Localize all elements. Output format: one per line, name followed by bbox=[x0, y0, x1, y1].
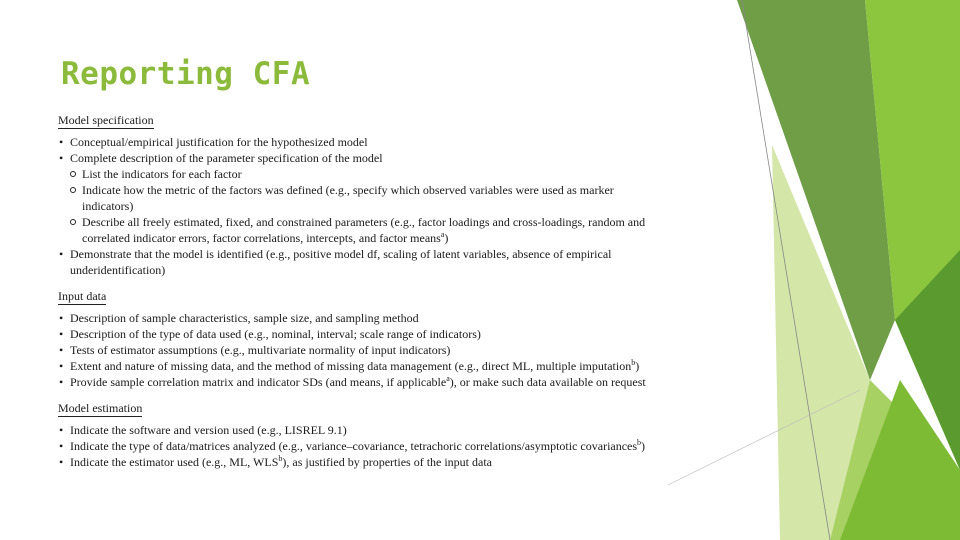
sub-list-item bbox=[58, 214, 658, 246]
reporting-guidelines-content bbox=[58, 112, 658, 480]
list-item bbox=[58, 134, 658, 150]
list-item-text: Indicate the software and version used (e.g., LISREL 9.1) bbox=[70, 423, 347, 437]
slide-title: Reporting CFA bbox=[61, 56, 311, 92]
bullet-list bbox=[58, 310, 658, 390]
list-item-text-tail: ) bbox=[444, 231, 449, 245]
section-heading: Model specification bbox=[58, 113, 154, 127]
list-item bbox=[58, 326, 658, 342]
list-item-text: Demonstrate that the model is identified (e.g., positive model df, scaling of latent variables, absence of empirical underidentification) bbox=[70, 247, 612, 277]
list-item-text: List the indicators for each factor bbox=[82, 167, 242, 181]
list-item bbox=[58, 342, 658, 358]
section-input-data bbox=[58, 288, 658, 390]
sub-list-item bbox=[58, 182, 658, 214]
list-item bbox=[58, 150, 658, 166]
list-item-text-tail: ), as justified by properties of the input data bbox=[282, 455, 493, 469]
sub-list-item bbox=[58, 166, 658, 182]
list-item-text: Description of sample characteristics, sample size, and sampling method bbox=[70, 311, 419, 325]
list-item bbox=[58, 374, 658, 390]
list-item-text: Conceptual/empirical justification for the hypothesized model bbox=[70, 135, 368, 149]
list-item-text: Description of the type of data used (e.g., nominal, interval; scale range of indicators) bbox=[70, 327, 481, 341]
list-item-text-tail: ) bbox=[635, 359, 640, 373]
footnote-marker: b bbox=[631, 358, 636, 367]
list-item-text: Describe all freely estimated, fixed, and constrained parameters (e.g., factor loadings and cross-loadings, random and correlated indicator errors, factor correlations, intercepts, and factor means bbox=[82, 215, 646, 245]
footnote-marker: b bbox=[278, 454, 283, 463]
list-item bbox=[58, 454, 658, 470]
footnote-marker: a bbox=[446, 374, 450, 383]
list-item-text: Extent and nature of missing data, and the method of missing data management (e.g., direct ML, multiple imputation bbox=[70, 359, 632, 373]
bullet-list bbox=[58, 134, 658, 278]
list-item-text: Indicate how the metric of the factors was defined (e.g., specify which observed variables were used as marker indicators) bbox=[82, 183, 614, 213]
section-heading: Model estimation bbox=[58, 401, 143, 415]
list-item-text-tail: ), or make such data available on request bbox=[449, 375, 646, 389]
list-item bbox=[58, 422, 658, 438]
list-item-text: Complete description of the parameter specification of the model bbox=[70, 151, 383, 165]
bullet-list bbox=[58, 422, 658, 470]
list-item-text: Indicate the type of data/matrices analyzed (e.g., variance–covariance, tetrachoric correlations/asymptotic covariances bbox=[70, 439, 638, 453]
footnote-marker: a bbox=[440, 230, 445, 239]
section-model-specification bbox=[58, 112, 658, 278]
section-heading: Input data bbox=[58, 289, 107, 303]
list-item bbox=[58, 358, 658, 374]
list-item-text: Indicate the estimator used (e.g., ML, WLS bbox=[70, 455, 279, 469]
section-model-estimation bbox=[58, 400, 658, 470]
list-item bbox=[58, 438, 658, 454]
list-item-text: Provide sample correlation matrix and indicator SDs (and means, if applicable bbox=[70, 375, 447, 389]
list-item bbox=[58, 310, 658, 326]
list-item-text-tail: ) bbox=[641, 439, 646, 453]
footnote-marker: b bbox=[637, 438, 642, 447]
list-item bbox=[58, 246, 658, 278]
list-item-text: Tests of estimator assumptions (e.g., multivariate normality of input indicators) bbox=[70, 343, 451, 357]
